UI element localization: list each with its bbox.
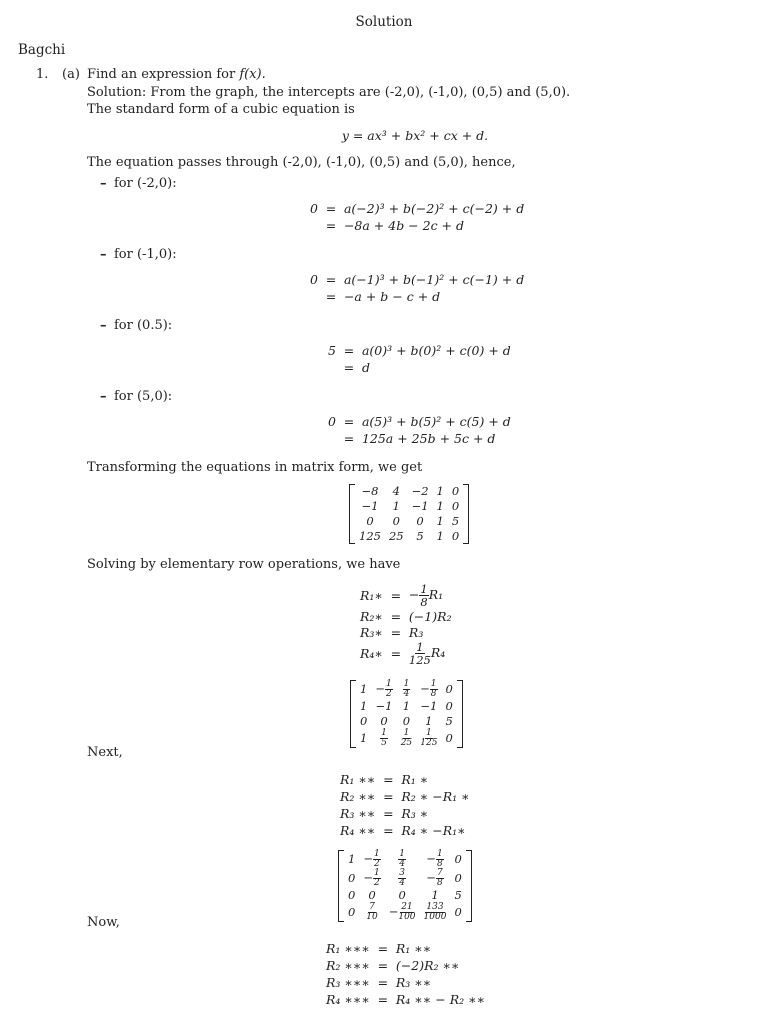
fraction: $\frac{1}{125}$ xyxy=(408,640,431,667)
equals-sign: = xyxy=(383,806,394,821)
question-prompt xyxy=(87,67,266,82)
matrix-cell: 1 xyxy=(436,484,444,498)
matrix-cell xyxy=(385,850,420,869)
matrix-cell xyxy=(359,903,384,922)
matrix-cell: 1 xyxy=(425,714,433,728)
operation-lhs: R₃∗ xyxy=(360,625,383,640)
passes-through-line: The equation passes through (-2,0), (-1,0), (0,5) and (5,0), hence, xyxy=(87,155,516,170)
fraction: $\frac{1}{2}$ xyxy=(373,868,380,888)
cubic-equation: y = ax³ + bx² + cx + d. xyxy=(341,128,489,143)
case-bullet-3: – for (0.5): xyxy=(100,318,173,333)
matrix-cell: 0 xyxy=(445,699,453,713)
equals-sign: = xyxy=(390,609,402,624)
equals-sign: = xyxy=(383,823,394,838)
matrix-cell: 0 xyxy=(348,871,356,885)
now-label: Now, xyxy=(87,915,120,930)
author-name: Bagchi xyxy=(18,42,66,58)
matrix-cell: − $\frac{1}{8}$ xyxy=(426,849,443,869)
operation-rhs: (−2)R₂ ∗∗ xyxy=(395,958,460,973)
page-title: Solution xyxy=(355,14,413,30)
matrix-cell xyxy=(385,869,420,888)
fraction: $\frac{7}{8}$ xyxy=(436,868,443,888)
operation-rhs: R₂ ∗ −R₁ ∗ xyxy=(401,789,470,804)
operation-lhs: R₁∗ xyxy=(360,588,383,603)
matrix-cell xyxy=(416,729,441,748)
operation-lhs: R₂∗ xyxy=(360,609,383,624)
matrix-cell xyxy=(420,903,451,922)
fraction: $\frac{133}{1000}$ xyxy=(423,902,447,922)
solution-line: Solution: From the graph, the intercepts are (-2,0), (-1,0), (0,5) and (5,0). xyxy=(87,85,571,100)
matrix-cell: 0 xyxy=(451,529,460,543)
matrix-cell: 1 xyxy=(360,682,368,696)
matrix-cell: 5 xyxy=(416,529,424,543)
operation-rhs: R₄ ∗ −R₁∗ xyxy=(401,823,466,838)
case-equation-3: 5 = a(0)³ + b(0)² + c(0) + d = d xyxy=(328,343,511,375)
matrix-row xyxy=(356,680,457,699)
operation-lhs: R₄ ∗∗ xyxy=(340,823,376,838)
matrix-cell: 1 xyxy=(402,699,411,713)
operation-rhs: R₃ ∗∗ xyxy=(395,975,432,990)
matrix-cell: 0 xyxy=(402,714,411,728)
augmented-matrix-step-1 xyxy=(350,680,463,748)
matrix-cell: − $\frac{1}{2}$ xyxy=(375,679,392,699)
matrix-cell: 0 xyxy=(398,888,406,902)
fraction: $\frac{1}{8}$ xyxy=(436,849,443,869)
row-operations-step-3 xyxy=(326,941,485,1007)
prompt-text: Find an expression for xyxy=(87,67,240,82)
matrix-cell: 0 xyxy=(348,888,356,902)
matrix-cell: −1 xyxy=(361,499,379,513)
matrix-cell xyxy=(397,729,416,748)
fraction: $\frac{1}{8}$ xyxy=(420,582,428,609)
matrix-cell: 1 xyxy=(360,731,368,745)
equals-sign: = xyxy=(383,789,394,804)
operation-lhs: R₃ ∗∗ xyxy=(340,806,376,821)
case-bullet-4: – for (5,0): xyxy=(100,389,173,404)
operation-rhs: (−1)R₂ xyxy=(408,609,452,624)
matrix-row xyxy=(356,714,457,729)
matrix-cell: −8 xyxy=(361,484,379,498)
matrix-row xyxy=(344,903,466,922)
equals-sign: = xyxy=(390,625,402,640)
matrix-cell: 0 xyxy=(445,731,453,745)
case-bullet-2: – for (-1,0): xyxy=(100,247,177,262)
matrix-cell: 0 xyxy=(392,514,400,528)
matrix-cell: 1 xyxy=(436,499,444,513)
matrix-cell: 0 xyxy=(348,905,356,919)
matrix-cell: 1 xyxy=(348,852,356,866)
matrix-cell: 25 xyxy=(388,529,404,543)
matrix-row xyxy=(355,484,463,499)
augmented-matrix-step-2 xyxy=(338,850,472,922)
fraction: $\frac{1}{125}$ xyxy=(420,728,438,748)
equals-sign: = xyxy=(377,975,389,990)
matrix-cell: 1 xyxy=(431,888,439,902)
next-label: Next, xyxy=(87,745,123,760)
matrix-cell: 1 xyxy=(436,529,444,543)
operation-lhs: R₁ ∗∗ xyxy=(340,772,376,787)
matrix-cell: − $\frac{1}{8}$ xyxy=(420,679,437,699)
matrix-row xyxy=(355,514,463,529)
operation-lhs: R₂ ∗∗∗ xyxy=(326,958,370,973)
case-equation-4: 0 = a(5)³ + b(5)² + c(5) + d = 125a + 25b + 5c + d xyxy=(328,414,511,446)
matrix-cell: 1 xyxy=(392,499,400,513)
matrix-cell: − $\frac{1}{2}$ xyxy=(363,849,380,869)
matrix-cell: − $\frac{21}{100}$ xyxy=(388,902,416,922)
operation-lhs: R₄ ∗∗∗ xyxy=(326,992,370,1007)
case-bullet-1: – for (-2,0): xyxy=(100,176,177,191)
matrix-cell: 125 xyxy=(359,529,381,543)
standard-form-line: The standard form of a cubic equation is xyxy=(87,102,355,117)
operation-rhs: R₄ ∗∗ − R₂ ∗∗ xyxy=(395,992,486,1007)
matrix-cell: 0 xyxy=(360,714,368,728)
matrix-cell: 0 xyxy=(451,484,460,498)
matrix-form-line: Transforming the equations in matrix form, we get xyxy=(87,460,423,475)
row-operations-step-2 xyxy=(340,772,470,838)
matrix-cell: 0 xyxy=(451,499,460,513)
matrix-cell: 0 xyxy=(454,905,462,919)
matrix-cell: 0 xyxy=(445,682,453,696)
matrix-cell: −1 xyxy=(420,699,438,713)
fraction: $\frac{3}{4}$ xyxy=(399,868,405,888)
matrix-cell: 0 xyxy=(416,514,424,528)
matrix-row xyxy=(356,699,457,714)
matrix-row xyxy=(355,529,463,544)
row-operations-line: Solving by elementary row operations, we have xyxy=(87,557,401,572)
operation-rhs: $\frac{1}{125}$ R₄ xyxy=(408,640,446,667)
operation-rhs: R₁ ∗∗ xyxy=(395,941,432,956)
fraction: $\frac{1}{2}$ xyxy=(385,679,392,699)
equals-sign: = xyxy=(390,646,402,661)
matrix-cell: −2 xyxy=(411,484,429,498)
matrix-row xyxy=(344,888,466,903)
matrix-cell: − $\frac{1}{2}$ xyxy=(363,868,380,888)
row-operations-step-1 xyxy=(360,583,452,666)
matrix-cell xyxy=(371,729,396,748)
equals-sign: = xyxy=(383,772,394,787)
fraction: $\frac{1}{5}$ xyxy=(381,728,387,748)
equals-sign: = xyxy=(377,958,389,973)
case-equation-2: 0 = a(−1)³ + b(−1)² + c(−1) + d = −a + b − c + d xyxy=(310,272,525,304)
matrix-cell: 0 xyxy=(454,852,462,866)
prompt-math: f(x). xyxy=(239,67,266,82)
matrix-cell: 5 xyxy=(451,514,460,528)
case-equation-1: 0 = a(−2)³ + b(−2)² + c(−2) + d = −8a + 4b − 2c + d xyxy=(310,201,525,233)
operation-rhs: − $\frac{1}{8}$ R₁ xyxy=(408,582,444,609)
matrix-cell: 1 xyxy=(436,514,444,528)
matrix-cell: 0 xyxy=(380,714,388,728)
matrix-row xyxy=(356,729,457,748)
matrix-cell: 0 xyxy=(366,514,374,528)
operation-lhs: R₃ ∗∗∗ xyxy=(326,975,370,990)
matrix-cell: 1 xyxy=(360,699,368,713)
operation-lhs: R₁ ∗∗∗ xyxy=(326,941,370,956)
fraction: $\frac{21}{100}$ xyxy=(398,902,416,922)
matrix-row xyxy=(344,850,466,869)
question-part: (a) xyxy=(62,67,80,82)
equals-sign: = xyxy=(390,588,402,603)
matrix-row xyxy=(355,499,463,514)
matrix-cell xyxy=(397,680,416,699)
matrix-cell: 5 xyxy=(454,888,462,902)
matrix-cell: 0 xyxy=(368,888,376,902)
matrix-cell: −1 xyxy=(411,499,429,513)
fraction: $\frac{7}{10}$ xyxy=(366,902,378,922)
matrix-cell: −1 xyxy=(375,699,393,713)
matrix-cell: − $\frac{7}{8}$ xyxy=(426,868,443,888)
equals-sign: = xyxy=(377,941,389,956)
matrix-cell: 4 xyxy=(392,484,400,498)
matrix-cell: 0 xyxy=(454,871,462,885)
equals-sign: = xyxy=(377,992,389,1007)
operation-lhs: R₂ ∗∗ xyxy=(340,789,376,804)
matrix-cell: 5 xyxy=(445,714,453,728)
augmented-matrix-initial xyxy=(349,484,469,544)
fraction: $\frac{1}{2}$ xyxy=(373,849,380,869)
operation-rhs: R₃ xyxy=(408,625,424,640)
fraction: $\frac{1}{25}$ xyxy=(400,728,413,748)
question-number: 1. xyxy=(36,67,49,82)
matrix-row xyxy=(344,869,466,888)
operation-lhs: R₄∗ xyxy=(360,646,383,661)
operation-rhs: R₃ ∗ xyxy=(401,806,429,821)
operation-rhs: R₁ ∗ xyxy=(401,772,429,787)
fraction: $\frac{1}{8}$ xyxy=(430,679,437,699)
fraction: $\frac{1}{4}$ xyxy=(399,849,405,869)
fraction: $\frac{1}{4}$ xyxy=(403,679,410,699)
